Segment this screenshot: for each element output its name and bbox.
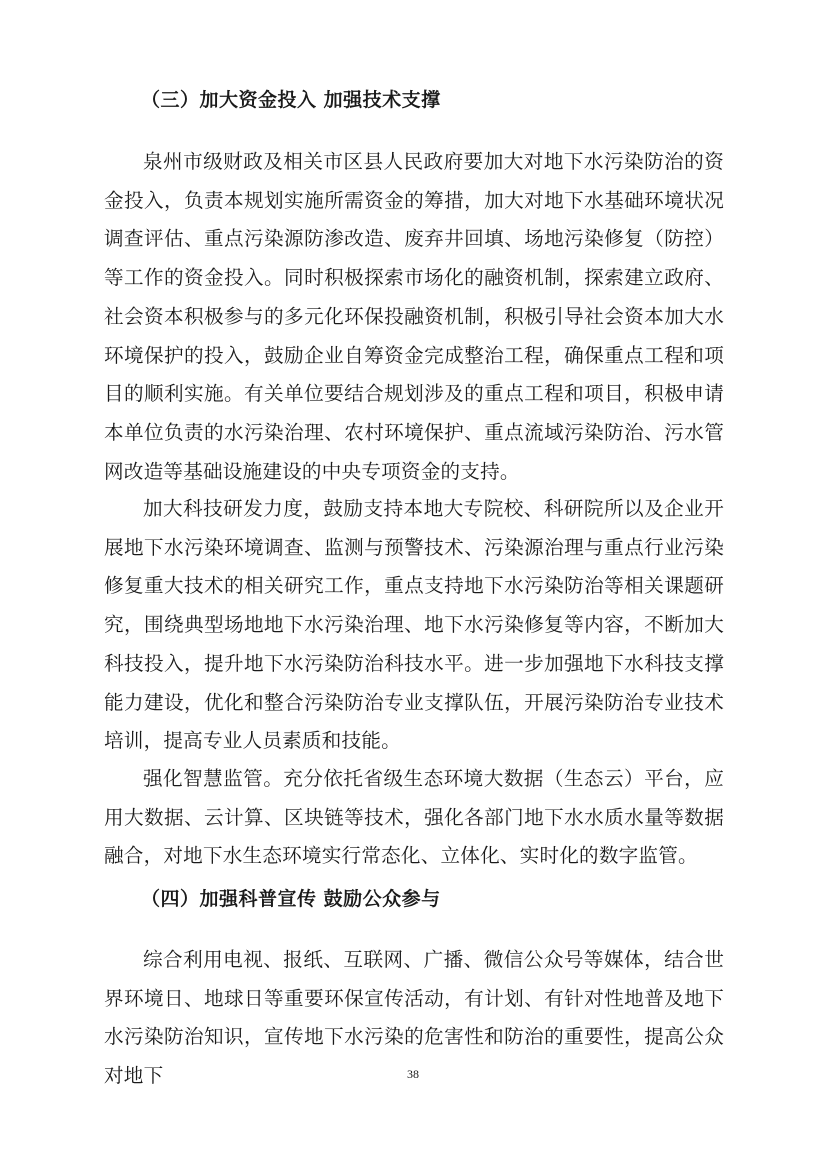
section-3-paragraph-smart-supervision: 强化智慧监管。充分依托省级生态环境大数据（生态云）平台，应用大数据、云计算、区块链等技术，强化各部门地下水水质水量等数据融合，对地下水生态环境实行常态化、立体化、实时化的数字监管。 <box>104 767 724 868</box>
page-number: 38 <box>407 1067 419 1081</box>
section-3-paragraph-technology: 加大科技研发力度，鼓励支持本地大专院校、科研院所以及企业开展地下水污染环境调查、监测与预警技术、污染源治理与重点行业污染修复重大技术的相关研究工作，重点支持地下水污染防治等相关课题研究，围绕典型场地地下水污染治理、地下水污染修复等内容，不断加大科技投入，提升地下水污染防治科技水平。进一步加强地下水科技支撑能力建设，优化和整合污染防治专业支撑队伍，开展污染防治专业技术培训，提高专业人员素质和技能。 <box>104 497 724 753</box>
section-3-paragraph-funding: 泉州市级财政及相关市区县人民政府要加大对地下水污染防治的资金投入，负责本规划实施所需资金的筹措，加大对地下水基础环境状况调查评估、重点污染源防渗改造、废弃井回填、场地污染修复（防控）等工作的资金投入。同时积极探索市场化的融资机制，探索建立政府、社会资本积极参与的多元化环保投融资机制，积极引导社会资本加大水环境保护的投入，鼓励企业自筹资金完成整治工程，确保重点工程和项目的顺利实施。有关单位要结合规划涉及的重点工程和项目，积极申请本单位负责的水污染治理、农村环境保护、重点流域污染防治、污水管网改造等基础设施建设的中央专项资金的支持。 <box>104 150 724 483</box>
section-3-heading: （三）加大资金投入 加强技术支撑 <box>141 89 441 111</box>
section-4-paragraph-publicity: 综合利用电视、报纸、互联网、广播、微信公众号等媒体，结合世界环境日、地球日等重要环保宣传活动，有计划、有针对性地普及地下水污染防治知识，宣传地下水污染的危害性和防治的重要性，提高公众对地下 <box>104 948 724 1088</box>
section-4-heading: （四）加强科普宣传 鼓励公众参与 <box>141 888 441 910</box>
